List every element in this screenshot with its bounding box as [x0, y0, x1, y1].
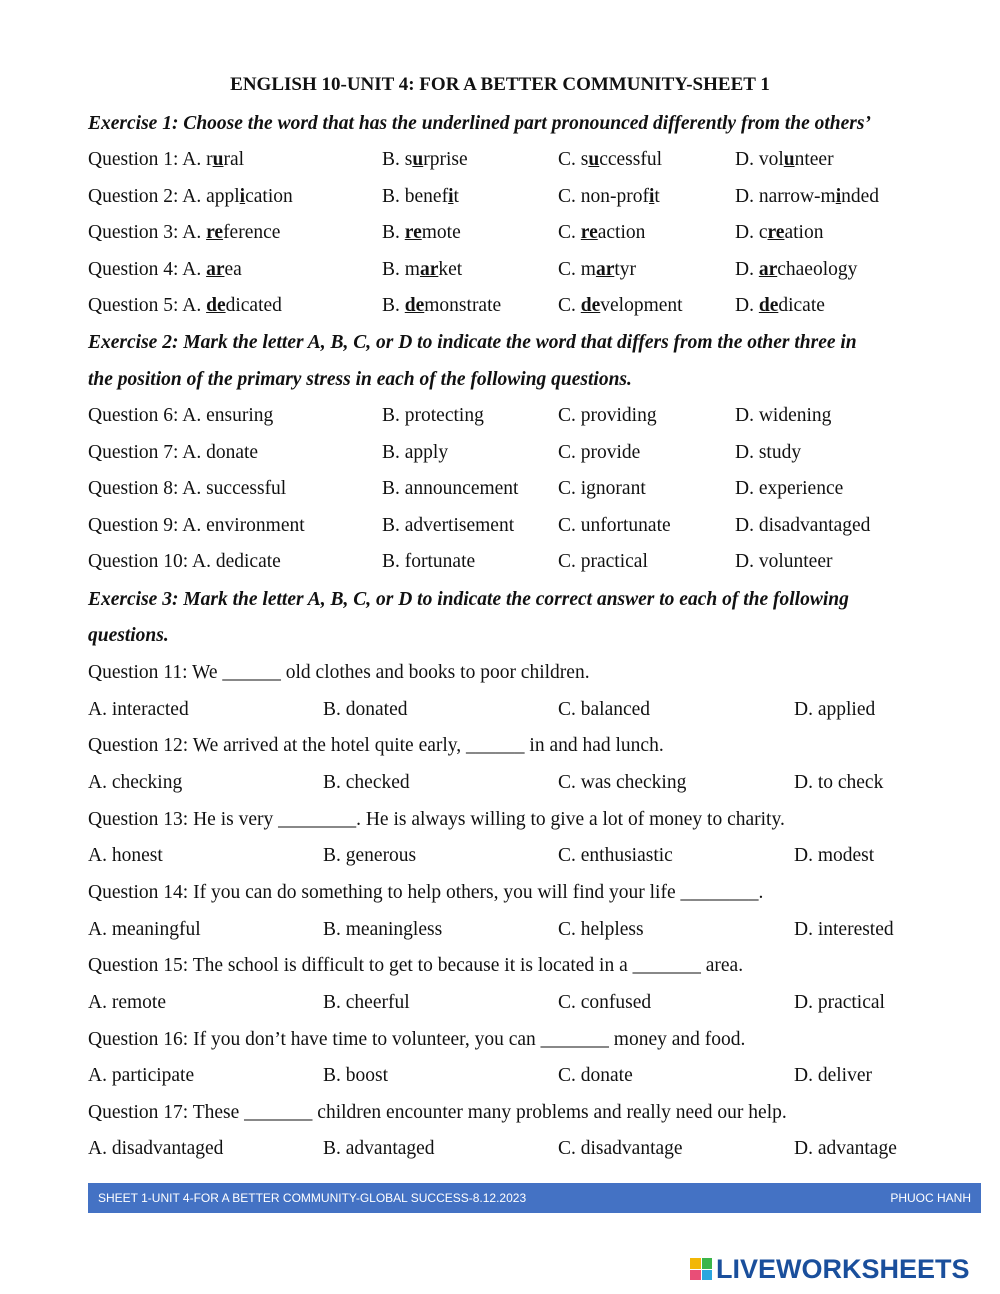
ex3-q16-option-c: C. donate	[558, 1065, 633, 1087]
word-prefix: B.	[382, 295, 405, 317]
footer-bar	[88, 1183, 981, 1213]
underlined-part: ar	[758, 258, 778, 280]
ex3-q16-option-b: B. boost	[323, 1065, 389, 1087]
word-suffix: dicated	[225, 295, 282, 317]
exercise-3-heading-line-1: Exercise 3: Mark the letter A, B, C, or D to indicate the correct answer to each of the following	[88, 589, 849, 610]
underlined-part: i	[448, 185, 454, 207]
ex1-q3-option-d	[735, 220, 823, 246]
ex3-q13-option-c: C. enthusiastic	[558, 845, 673, 867]
liveworksheets-logo[interactable]	[690, 1254, 970, 1284]
underlined-part: ar	[206, 258, 225, 280]
underlined-part: u	[783, 149, 795, 170]
ex1-q5-option-d	[735, 293, 825, 319]
ex3-q15-option-a: A. remote	[88, 991, 166, 1013]
footer-right-text: PHUOC HANH	[890, 1191, 971, 1205]
ex1-q2-option-a	[88, 184, 293, 210]
underlined-part: i	[649, 185, 655, 207]
underlined-part: i	[239, 185, 246, 207]
word-prefix: r	[206, 149, 213, 170]
ex2-q7-option-b: B. apply	[382, 441, 449, 463]
ex3-q11-option-b: B. donated	[323, 698, 408, 720]
word-suffix: rprise	[423, 149, 468, 170]
ex3-q15-option-d: D. practical	[794, 991, 885, 1013]
word-prefix: D. c	[735, 222, 768, 244]
ex3-q11-option-c: C. balanced	[558, 698, 651, 720]
ex2-q9-option-c: C. unfortunate	[558, 514, 671, 536]
ex1-q1-option-b	[382, 147, 468, 173]
underlined-part: ar	[419, 258, 439, 280]
ex1-q1-option-a	[88, 147, 244, 173]
ex2-q6-option-a: Question 6: A. ensuring	[88, 405, 274, 426]
ex3-q15-stem: Question 15: The school is difficult to get to because it is located in a _______ area.	[88, 955, 744, 977]
word-prefix: C. non-prof	[558, 185, 649, 207]
underlined-part: u	[412, 149, 424, 170]
underlined-part: u	[588, 149, 600, 170]
ex3-q13-option-a: A. honest	[88, 845, 163, 867]
word-prefix: C.	[558, 222, 581, 244]
question-label: Question 2: A.	[88, 185, 207, 207]
question-label: Question 5: A.	[88, 295, 207, 317]
word-suffix: mote	[421, 222, 461, 244]
ex1-q1-option-c	[558, 147, 662, 173]
ex3-q16-option-a: A. participate	[88, 1065, 195, 1087]
ex1-q2-option-c	[558, 184, 660, 210]
exercise-2-heading-line-2: the position of the primary stress in each of the following questions.	[88, 369, 632, 390]
ex3-q14-stem: Question 14: If you can do something to help others, you will find your life ________.	[88, 881, 764, 903]
word-suffix: dicate	[778, 295, 825, 317]
word-prefix: C.	[558, 295, 581, 317]
ex3-q14-option-a: A. meaningful	[88, 918, 201, 940]
underlined-part: de	[206, 295, 226, 317]
word-prefix: D. narrow-m	[735, 185, 836, 207]
ex3-q14-option-d: D. interested	[794, 918, 894, 940]
ex3-q15-option-b: B. cheerful	[323, 991, 410, 1013]
exercise-1-heading: Exercise 1: Choose the word that has the underlined part pronounced differently from the others’	[88, 113, 871, 134]
exercise-2-heading-line-1: Exercise 2: Mark the letter A, B, C, or D to indicate the word that differs from the other three in	[88, 332, 857, 353]
ex3-q17-option-a: A. disadvantaged	[88, 1138, 224, 1160]
word-prefix: B. benef	[382, 185, 449, 207]
word-suffix: tyr	[614, 258, 637, 280]
logo-text: LIVEWORKSHEETS	[716, 1253, 970, 1284]
exercise-3-heading-line-2: questions.	[88, 625, 169, 646]
underlined-part: u	[212, 149, 224, 170]
word-suffix: monstrate	[424, 295, 502, 317]
word-prefix: B. m	[382, 258, 420, 280]
ex2-q8-option-b: B. announcement	[382, 478, 519, 500]
ex3-q12-stem: Question 12: We arrived at the hotel quite early, ______ in and had lunch.	[88, 735, 664, 757]
word-suffix: velopment	[600, 295, 683, 317]
ex3-q12-option-a: A. checking	[88, 771, 183, 793]
ex2-q10-option-c: C. practical	[558, 551, 648, 573]
underlined-part: de	[580, 295, 601, 317]
ex3-q14-option-b: B. meaningless	[323, 918, 443, 940]
ex3-q12-option-b: B. checked	[323, 771, 410, 793]
ex3-q12-option-c: C. was checking	[558, 771, 687, 793]
ex2-q10-option-d: D. volunteer	[735, 551, 833, 573]
word-suffix: ference	[223, 222, 281, 244]
underlined-part: de	[404, 295, 425, 317]
ex1-q1-option-d	[735, 147, 834, 173]
ex2-q7-option-c: C. provide	[558, 441, 641, 463]
ex3-q11-stem: Question 11: We ______ old clothes and books to poor children.	[88, 662, 590, 683]
word-prefix: D.	[735, 258, 759, 280]
word-prefix: C. m	[558, 258, 596, 280]
ex3-q16-stem: Question 16: If you don’t have time to volunteer, you can _______ money and food.	[88, 1028, 746, 1050]
word-suffix: nteer	[794, 149, 834, 170]
word-prefix: C. s	[558, 149, 589, 170]
ex1-q4-option-a	[88, 257, 242, 283]
ex3-q15-option-c: C. confused	[558, 991, 652, 1013]
ex1-q5-option-c	[558, 293, 683, 319]
ex3-q11-option-d: D. applied	[794, 698, 876, 720]
word-prefix: D.	[735, 295, 759, 317]
word-suffix: ation	[784, 222, 824, 244]
ex1-q5-option-b	[382, 293, 501, 319]
word-suffix: ral	[223, 149, 245, 170]
ex2-q10-option-b: B. fortunate	[382, 551, 476, 573]
underlined-part: de	[758, 295, 779, 317]
underlined-part: re	[580, 222, 598, 244]
ex1-q3-option-a	[88, 220, 280, 246]
ex2-q8-option-a: Question 8: A. successful	[88, 478, 287, 500]
underlined-part: re	[404, 222, 422, 244]
word-suffix: chaeology	[777, 258, 858, 280]
question-label: Question 3: A.	[88, 222, 207, 244]
ex3-q17-stem: Question 17: These _______ children encounter many problems and really need our help.	[88, 1101, 787, 1123]
ex3-q11-option-a: A. interacted	[88, 698, 189, 720]
underlined-part: re	[206, 222, 224, 244]
ex3-q13-option-b: B. generous	[323, 845, 417, 867]
underlined-part: re	[767, 222, 785, 244]
word-prefix: B.	[382, 222, 405, 244]
word-prefix: D. vol	[735, 149, 784, 170]
word-suffix: ket	[438, 258, 463, 280]
ex1-q3-option-b	[382, 220, 461, 246]
ex2-q6-option-c: C. providing	[558, 405, 657, 426]
ex2-q9-option-d: D. disadvantaged	[735, 514, 871, 536]
ex3-q13-stem: Question 13: He is very ________. He is always willing to give a lot of money to charity.	[88, 808, 785, 830]
ex1-q4-option-d	[735, 257, 857, 283]
word-suffix: ea	[224, 258, 242, 280]
word-suffix: t	[654, 185, 660, 207]
question-label: Question 4: A.	[88, 258, 207, 280]
ex2-q8-option-d: D. experience	[735, 478, 844, 500]
page-title: ENGLISH 10-UNIT 4: FOR A BETTER COMMUNITY-SHEET 1	[230, 74, 770, 95]
underlined-part: ar	[595, 258, 615, 280]
ex1-q4-option-c	[558, 257, 636, 283]
ex1-q2-option-d	[735, 184, 879, 210]
ex3-q17-option-c: C. disadvantage	[558, 1138, 683, 1160]
ex1-q3-option-c	[558, 220, 645, 246]
word-suffix: t	[453, 185, 459, 207]
underlined-part: i	[835, 185, 842, 207]
ex2-q8-option-c: C. ignorant	[558, 478, 646, 500]
logo-grid-icon	[690, 1258, 712, 1280]
ex1-q5-option-a	[88, 293, 282, 319]
ex3-q13-option-d: D. modest	[794, 845, 875, 867]
ex1-q4-option-b	[382, 257, 462, 283]
ex3-q16-option-d: D. deliver	[794, 1065, 872, 1087]
ex2-q10-option-a: Question 10: A. dedicate	[88, 551, 281, 573]
word-prefix: appl	[206, 185, 240, 207]
question-label: Question 1: A.	[88, 149, 207, 170]
ex2-q9-option-a: Question 9: A. environment	[88, 514, 305, 536]
ex3-q17-option-d: D. advantage	[794, 1138, 897, 1160]
word-suffix: nded	[841, 185, 880, 207]
ex3-q14-option-c: C. helpless	[558, 918, 644, 940]
ex3-q12-option-d: D. to check	[794, 771, 884, 793]
ex1-q2-option-b	[382, 184, 459, 210]
ex2-q6-option-b: B. protecting	[382, 405, 484, 426]
ex2-q7-option-d: D. study	[735, 441, 802, 463]
word-prefix: B. s	[382, 149, 413, 170]
word-suffix: cation	[245, 185, 293, 207]
footer-left-text: SHEET 1-UNIT 4-FOR A BETTER COMMUNITY-GLOBAL SUCCESS-8.12.2023	[98, 1191, 527, 1205]
word-suffix: ccessful	[599, 149, 663, 170]
ex2-q9-option-b: B. advertisement	[382, 514, 515, 536]
word-suffix: action	[597, 222, 646, 244]
ex2-q7-option-a: Question 7: A. donate	[88, 441, 259, 463]
ex3-q17-option-b: B. advantaged	[323, 1138, 435, 1160]
ex2-q6-option-d: D. widening	[735, 405, 832, 426]
